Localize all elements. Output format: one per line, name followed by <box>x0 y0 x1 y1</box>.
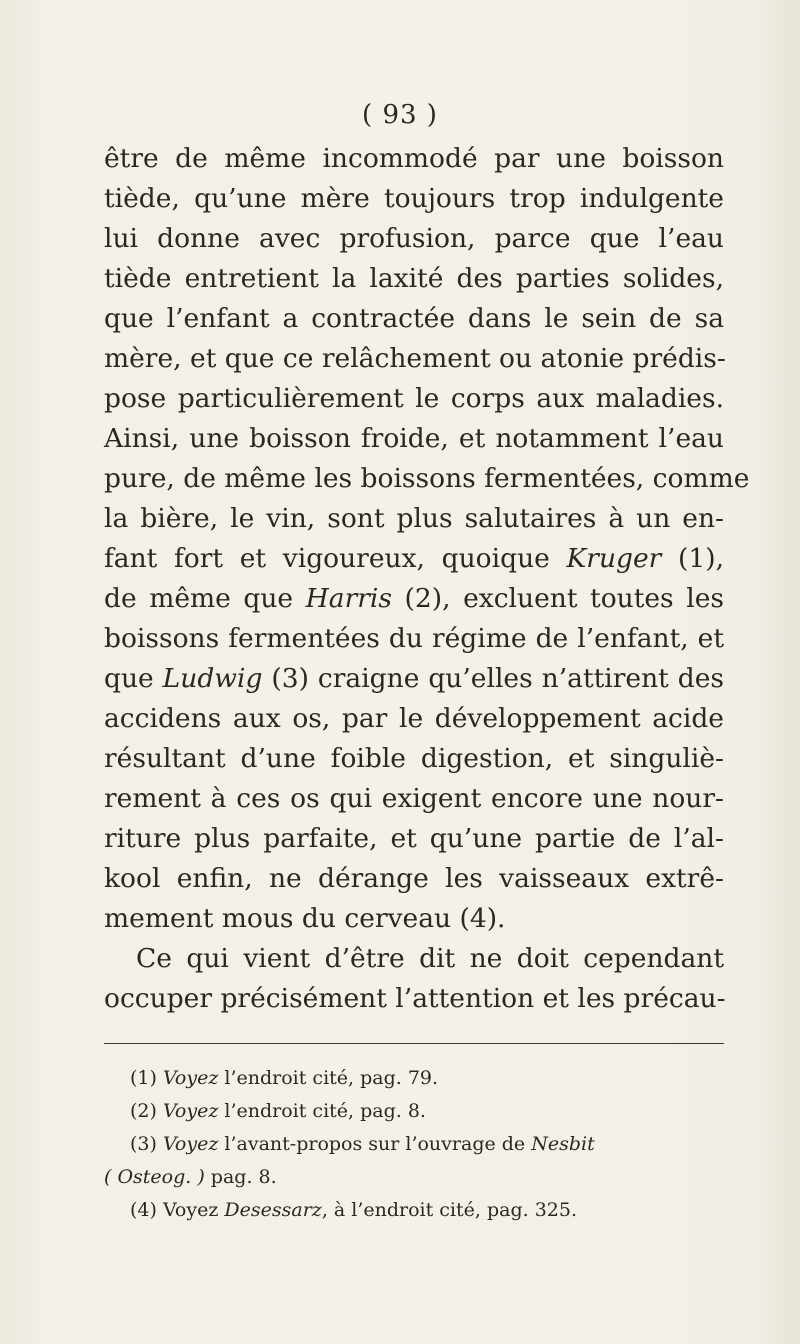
text-line: kool enfin, ne dérange les vaisseaux extrê- <box>104 863 724 894</box>
footnote-voyez: Voyez <box>162 1199 225 1221</box>
text-line: riture plus parfaite, et qu’une partie de l’al- <box>104 823 724 854</box>
footnote-1 <box>104 1062 724 1095</box>
text-segment: de même que <box>104 583 306 614</box>
footnote-number: (4) <box>130 1199 163 1221</box>
text-line: la bière, le vin, sont plus salutaires à un en- <box>104 503 724 534</box>
footnote-3 <box>104 1128 724 1161</box>
text-line: occuper précisément l’attention et les précau- <box>104 983 726 1014</box>
text-line: pure, de même les boissons fermentées, comme <box>104 463 750 494</box>
footnote-text: l’endroit cité, pag. 79. <box>218 1067 439 1089</box>
footnote-work-title: ( Osteog. ) <box>104 1166 205 1188</box>
text-line: Ce qui vient d’être dit ne doit cependant <box>136 943 724 974</box>
footnote-divider <box>104 1043 724 1044</box>
text-line: tiède entretient la laxité des parties solides, <box>104 263 724 294</box>
footnote-text: , à l’endroit cité, pag. 325. <box>321 1199 578 1221</box>
footnote-text: pag. 8. <box>204 1166 277 1188</box>
footnote-author: Nesbit <box>531 1133 595 1155</box>
text-segment: (3) craigne qu’elles n’attirent des <box>262 663 724 694</box>
text-segment: fant fort et vigoureux, quoique <box>104 543 567 574</box>
author-name-harris: Harris <box>305 583 392 614</box>
text-line: être de même incommodé par une boisson <box>104 143 724 174</box>
footnote-3-continued <box>104 1161 724 1194</box>
text-line: résultant d’une foible digestion, et singuliè- <box>104 743 724 774</box>
footnote-number: (2) <box>130 1100 163 1122</box>
footnote-voyez: Voyez <box>162 1133 219 1155</box>
author-name-kruger: Kruger <box>566 543 662 574</box>
text-line: tiède, qu’une mère toujours trop indulgente <box>104 183 724 214</box>
text-line: que l’enfant a contractée dans le sein de sa <box>104 303 724 334</box>
text-line: rement à ces os qui exigent encore une nour- <box>104 783 724 814</box>
text-line: mement mous du cerveau (4). <box>104 903 506 934</box>
footnote-number: (1) <box>130 1067 163 1089</box>
text-line: accidens aux os, par le développement acide <box>104 703 724 734</box>
footnotes <box>104 1062 724 1227</box>
footnote-voyez: Voyez <box>162 1100 219 1122</box>
text-line: boissons fermentées du régime de l’enfant, et <box>104 623 724 654</box>
footnote-4 <box>104 1194 724 1227</box>
main-text <box>104 139 750 1019</box>
page-number: ( 93 ) <box>362 100 438 130</box>
text-segment: (1), <box>661 543 724 574</box>
text-line: lui donne avec profusion, parce que l’eau <box>104 223 724 254</box>
footnote-text: l’endroit cité, pag. 8. <box>218 1100 426 1122</box>
text-segment: que <box>104 663 163 694</box>
text-line: pose particulièrement le corps aux maladies. <box>104 383 724 414</box>
text-line <box>104 659 724 699</box>
text-line: mère, et que ce relâchement ou atonie prédis- <box>104 343 726 374</box>
footnote-2 <box>104 1095 724 1128</box>
text-line <box>104 539 724 579</box>
text-segment: (2), excluent toutes les <box>392 583 724 614</box>
text-line <box>104 579 724 619</box>
footnote-voyez: Voyez <box>162 1067 219 1089</box>
author-name-ludwig: Ludwig <box>162 663 263 694</box>
footnote-author: Desessarz <box>224 1199 322 1221</box>
text-line: Ainsi, une boisson froide, et notamment l’eau <box>104 423 724 454</box>
footnote-text: l’avant-propos sur l’ouvrage de <box>218 1133 532 1155</box>
footnote-number: (3) <box>130 1133 163 1155</box>
